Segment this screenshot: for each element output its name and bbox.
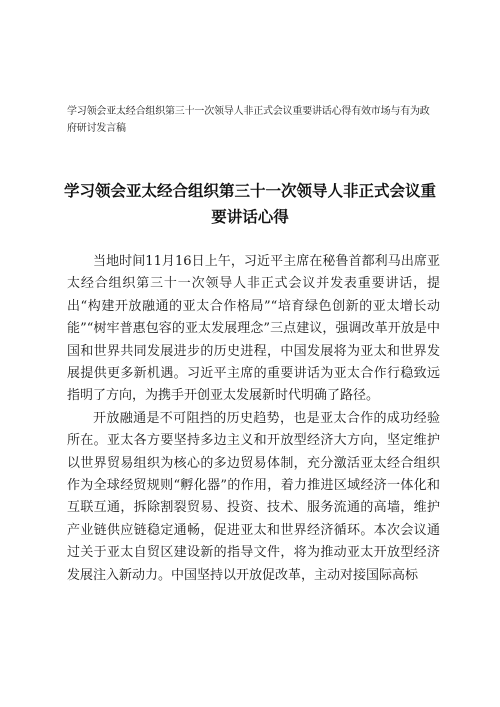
body-paragraph: 开放融通是不可阻挡的历史趋势，也是亚太合作的成功经验所在。亚太各方要坚持多边主义和开放型经济大方向，坚定维护以世界贸易组织为核心的多边贸易体制，充分激活亚太经合组织作为全球经贸规则“孵化器”的作用，着力推进区域经济一体化和互联互通，拆除割裂贸易、投资、技术、服务流通的高墙，维护产业链供应链稳定通畅，促进亚太和世界经济循环。本次会议通过关于亚太自贸区建设新的指导文件，将为推动亚太开放型经济发展注入新动力。中国坚持以开放促改革，主动对接国际高标 <box>67 410 440 583</box>
document-header: 学习领会亚太经合组织第三十一次领导人非正式会议重要讲话心得有效市场与有为政府研讨发言稿 <box>67 106 430 134</box>
body-paragraph: 当地时间11月16日上午，习近平主席在秘鲁首都利马出席亚太经合组织第三十一次领导人非正式会议并发表重要讲话，提出“构建开放融通的亚太合作格局”“培育绿色创新的亚太增长动能”“树牢普惠包容的亚太发展理念”三点建议，强调改革开放是中国和世界共同发展进步的历史进程，中国发展将为亚太和世界发展提供更多新机遇。习近平主席的重要讲话为亚太合作行稳致远指明了方向，为携手开创亚太发展新时代明确了路径。 <box>67 254 440 404</box>
document-body <box>67 251 440 587</box>
document-title: 学习领会亚太经合组织第三十一次领导人非正式会议重要讲话心得 <box>63 182 436 226</box>
